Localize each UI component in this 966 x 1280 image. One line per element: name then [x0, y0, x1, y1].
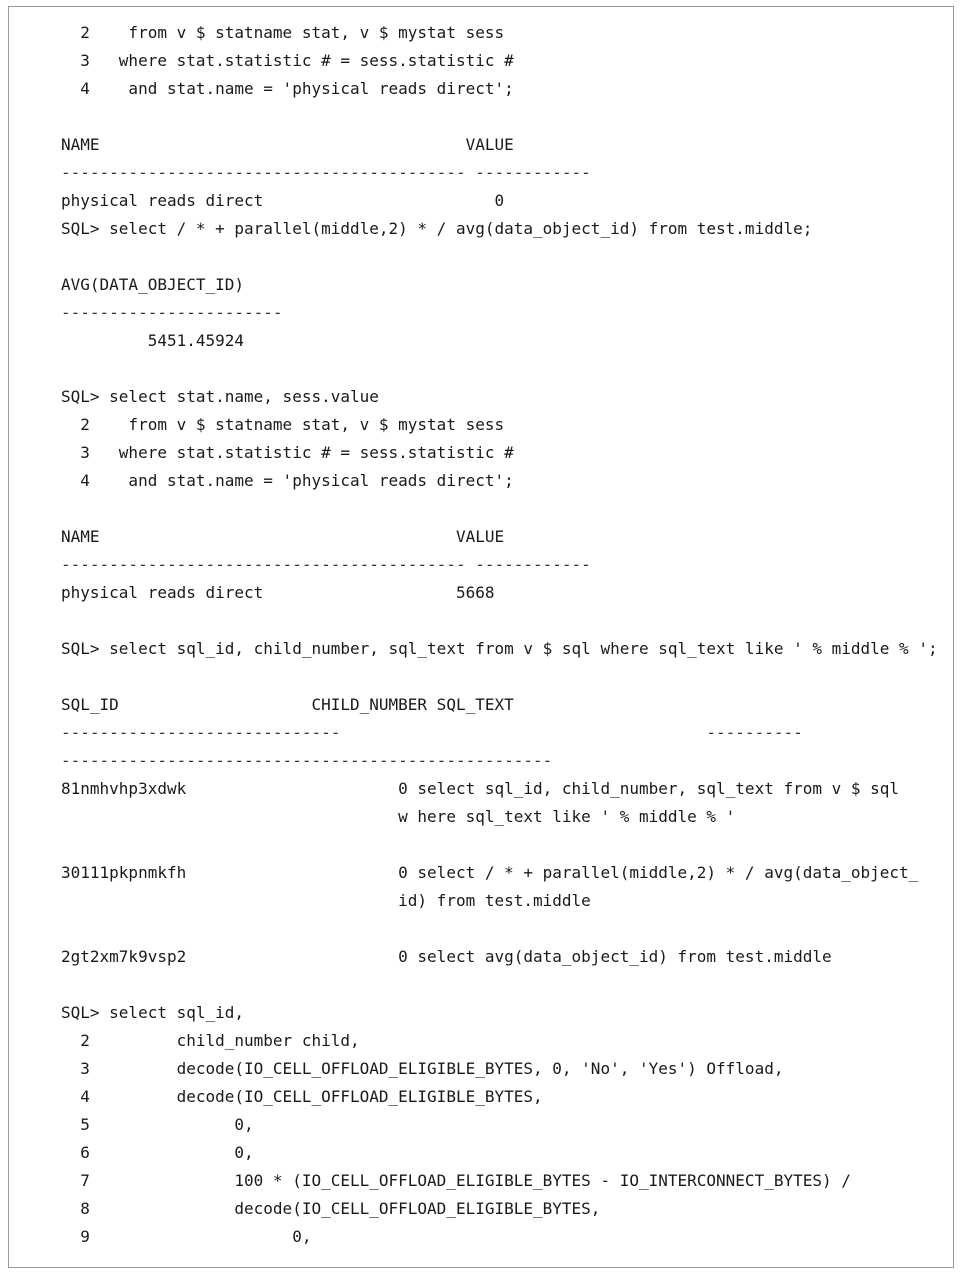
- code-line: 2 from v $ statname stat, v $ mystat sess: [61, 23, 505, 42]
- document-page: [8, 6, 954, 1268]
- code-line: 8 decode(IO_CELL_OFFLOAD_ELIGIBLE_BYTES,: [61, 1199, 601, 1218]
- code-line: SQL_ID CHILD_NUMBER SQL_TEXT: [61, 695, 514, 714]
- code-line: 9 0,: [61, 1227, 312, 1246]
- code-line: SQL> select / * + parallel(middle,2) * / avg(data_object_id) from test.middle;: [61, 219, 813, 238]
- code-line: 4 decode(IO_CELL_OFFLOAD_ELIGIBLE_BYTES,: [61, 1087, 543, 1106]
- code-line: ----------------------------- ----------: [61, 723, 803, 742]
- code-line: 81nmhvhp3xdwk 0 select sql_id, child_number, sql_text from v $ sql: [61, 779, 900, 798]
- code-line: ------------------------------------------ ------------: [61, 163, 591, 182]
- code-line: 5451.45924: [61, 331, 245, 350]
- code-line: SQL> select sql_id,: [61, 1003, 245, 1022]
- code-line: 5 0,: [61, 1115, 254, 1134]
- code-line: id) from test.middle: [61, 891, 591, 910]
- code-line: SQL> select stat.name, sess.value: [61, 387, 379, 406]
- code-line: physical reads direct 5668: [61, 583, 495, 602]
- code-line: -----------------------: [61, 303, 283, 322]
- code-line: NAME VALUE: [61, 135, 514, 154]
- code-line: 2 from v $ statname stat, v $ mystat sess: [61, 415, 505, 434]
- code-line: ---------------------------------------------------: [61, 751, 553, 770]
- code-line: 3 where stat.statistic # = sess.statistic #: [61, 443, 514, 462]
- code-line: 7 100 * (IO_CELL_OFFLOAD_ELIGIBLE_BYTES - IO_INTERCONNECT_BYTES) /: [61, 1171, 851, 1190]
- code-line: 4 and stat.name = 'physical reads direct';: [61, 471, 514, 490]
- code-line: NAME VALUE: [61, 527, 505, 546]
- code-line: 30111pkpnmkfh 0 select / * + parallel(middle,2) * / avg(data_object_: [61, 863, 919, 882]
- code-line: 3 where stat.statistic # = sess.statistic #: [61, 51, 514, 70]
- code-line: SQL> select sql_id, child_number, sql_text from v $ sql where sql_text like ' % middle % ';: [61, 639, 938, 658]
- code-line: 6 0,: [61, 1143, 254, 1162]
- code-line: 2gt2xm7k9vsp2 0 select avg(data_object_id) from test.middle: [61, 947, 832, 966]
- code-line: w here sql_text like ' % middle % ': [61, 807, 736, 826]
- code-line: 2 child_number child,: [61, 1031, 360, 1050]
- code-line: 3 decode(IO_CELL_OFFLOAD_ELIGIBLE_BYTES, 0, 'No', 'Yes') Offload,: [61, 1059, 784, 1078]
- code-line: ------------------------------------------ ------------: [61, 555, 591, 574]
- code-line: 4 and stat.name = 'physical reads direct';: [61, 79, 514, 98]
- code-line: AVG(DATA_OBJECT_ID): [61, 275, 245, 294]
- code-line: physical reads direct 0: [61, 191, 505, 210]
